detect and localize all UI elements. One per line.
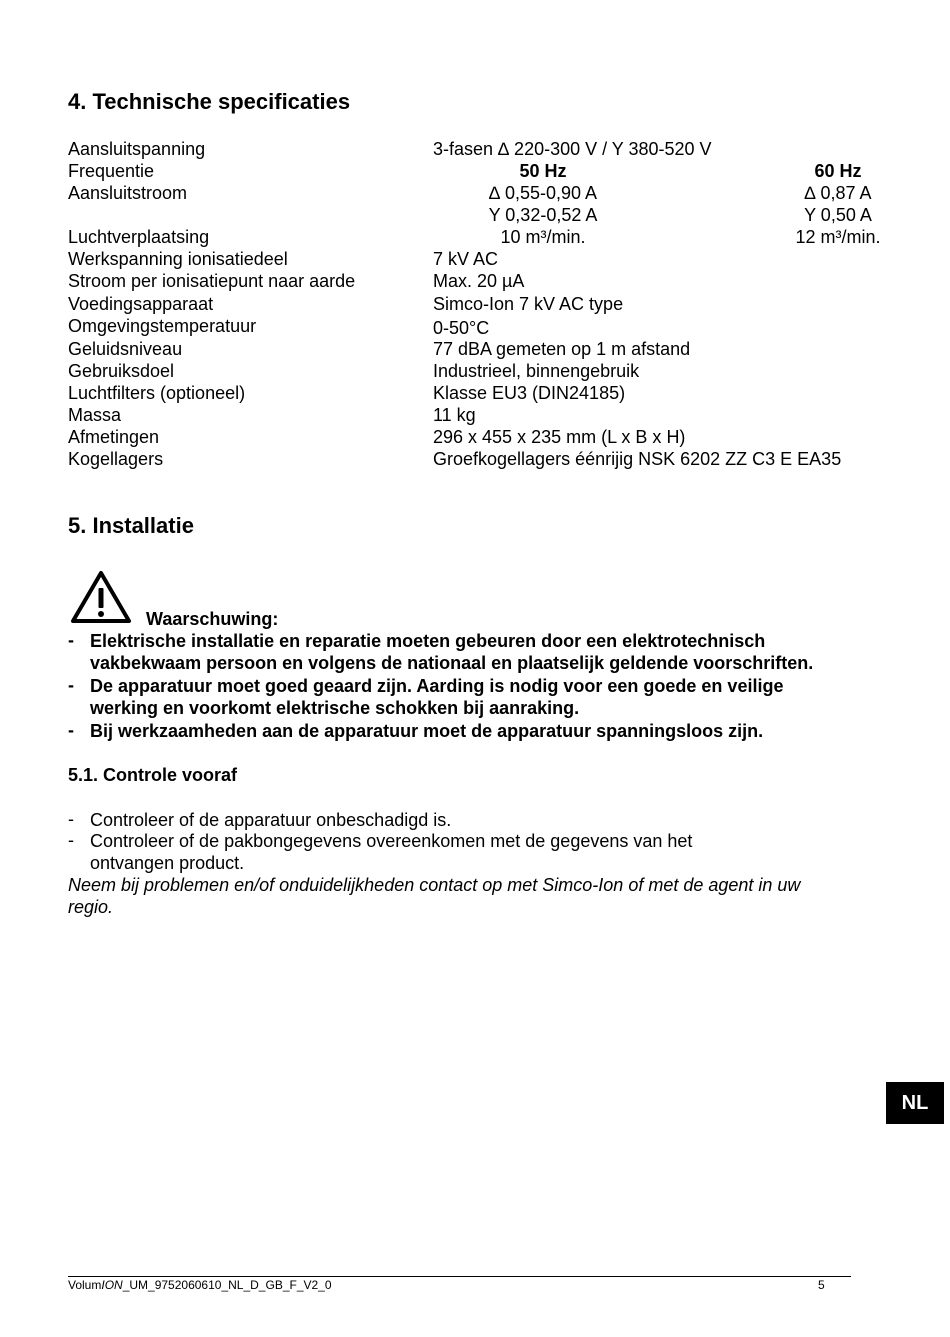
- spec-value: 3-fasen ∆ 220-300 V / Y 380-520 V: [433, 139, 712, 159]
- check-text-line: Controleer of de pakbongegevens overeenkomen met de gegevens van het: [90, 831, 693, 851]
- spec-label: Massa: [68, 405, 122, 425]
- spec-value: Simco-Ion 7 kV AC type: [433, 294, 624, 314]
- spec-label: Kogellagers: [68, 449, 164, 469]
- check-text-line: ontvangen product.: [90, 853, 245, 873]
- spec-value: Max. 20 µA: [433, 271, 525, 291]
- contact-note-line: Neem bij problemen en/of onduidelijkheden contact op met Simco-Ion of met de agent in uw: [68, 875, 801, 895]
- spec-label: Voedingsapparaat: [68, 294, 214, 314]
- footer-doc-id: [68, 1277, 332, 1293]
- bullet-dash: -: [68, 830, 74, 850]
- section-5-title: 5. Installatie: [68, 513, 194, 538]
- warning-title: Waarschuwing:: [146, 609, 279, 629]
- spec-row: [68, 161, 888, 183]
- spec-row: [68, 183, 888, 205]
- spec-50hz-value: ∆ 0,55-0,90 A: [488, 183, 598, 203]
- spec-row: [68, 339, 888, 361]
- footer-doc-italic: ION: [101, 1278, 123, 1292]
- spec-row: [68, 405, 888, 427]
- spec-value: Industrieel, binnengebruik: [433, 361, 640, 381]
- check-text-line: Controleer of de apparatuur onbeschadigd is.: [90, 810, 452, 830]
- spec-50hz-header: 50 Hz: [519, 161, 567, 181]
- warning-triangle-icon: [70, 570, 132, 624]
- spec-row: [68, 249, 888, 271]
- spec-label: Frequentie: [68, 161, 155, 181]
- contact-note: [68, 874, 800, 918]
- spec-row: [68, 227, 888, 249]
- spec-row: [68, 271, 888, 293]
- contact-note-line: regio.: [68, 897, 114, 917]
- spec-label: Omgevingstemperatuur: [68, 316, 257, 336]
- warning-text-line: vakbekwaam persoon en volgens de nationaal en plaatselijk geldende voorschriften.: [90, 653, 814, 673]
- spec-label: Gebruiksdoel: [68, 361, 175, 381]
- spec-row: [68, 294, 888, 316]
- spec-60hz-value: ∆ 0,87 A: [804, 183, 872, 203]
- spec-60hz-value: 12 m³/min.: [795, 227, 881, 247]
- spec-50hz-value: 10 m³/min.: [500, 227, 586, 247]
- section-5-1-title: 5.1. Controle vooraf: [68, 765, 238, 785]
- spec-value: Groefkogellagers éénrijig NSK 6202 ZZ C3 E EA35: [433, 449, 842, 469]
- page-number: 5: [818, 1278, 825, 1292]
- warning-text-line: Bij werkzaamheden aan de apparatuur moet de apparatuur spanningsloos zijn.: [90, 721, 764, 741]
- spec-value: 7 kV AC: [433, 249, 499, 269]
- spec-row: [68, 316, 888, 338]
- spec-row: [68, 383, 888, 405]
- spec-row: [68, 449, 888, 471]
- spec-label: Geluidsniveau: [68, 339, 183, 359]
- section-4-title: 4. Technische specificaties: [68, 89, 351, 114]
- language-tab-nl: NL: [886, 1082, 944, 1124]
- spec-label: Werkspanning ionisatiedeel: [68, 249, 288, 269]
- spec-60hz-header: 60 Hz: [814, 161, 862, 181]
- bullet-dash: -: [68, 675, 74, 695]
- spec-value: 77 dBA gemeten op 1 m afstand: [433, 339, 691, 359]
- spec-label: Stroom per ionisatiepunt naar aarde: [68, 271, 356, 291]
- bullet-dash: -: [68, 630, 74, 650]
- spec-60hz-value: Y 0,50 A: [804, 205, 872, 225]
- spec-row: [68, 139, 888, 161]
- footer-doc-suffix: _UM_9752060610_NL_D_GB_F_V2_0: [122, 1278, 332, 1292]
- spec-row: [68, 427, 888, 449]
- bullet-dash: -: [68, 809, 74, 829]
- spec-value: 11 kg: [433, 405, 476, 425]
- bullet-dash: -: [68, 720, 74, 740]
- spec-label: Luchtfilters (optioneel): [68, 383, 246, 403]
- spec-row: [68, 205, 888, 227]
- footer-doc-prefix: Volum: [68, 1278, 102, 1292]
- spec-label: Luchtverplaatsing: [68, 227, 210, 247]
- spec-value: 0-50°C: [433, 318, 490, 338]
- warning-text-line: De apparatuur moet goed geaard zijn. Aarding is nodig voor een goede en veilige: [90, 676, 784, 696]
- spec-value: Klasse EU3 (DIN24185): [433, 383, 626, 403]
- spec-label: Aansluitstroom: [68, 183, 188, 203]
- spec-50hz-value: Y 0,32-0,52 A: [488, 205, 598, 225]
- spec-row: [68, 361, 888, 383]
- spec-label: Aansluitspanning: [68, 139, 206, 159]
- spec-value: 296 x 455 x 235 mm (L x B x H): [433, 427, 686, 447]
- warning-text-line: Elektrische installatie en reparatie moeten gebeuren door een elektrotechnisch: [90, 631, 766, 651]
- warning-text-line: werking en voorkomt elektrische schokken bij aanraking.: [90, 698, 580, 718]
- spec-label: Afmetingen: [68, 427, 160, 447]
